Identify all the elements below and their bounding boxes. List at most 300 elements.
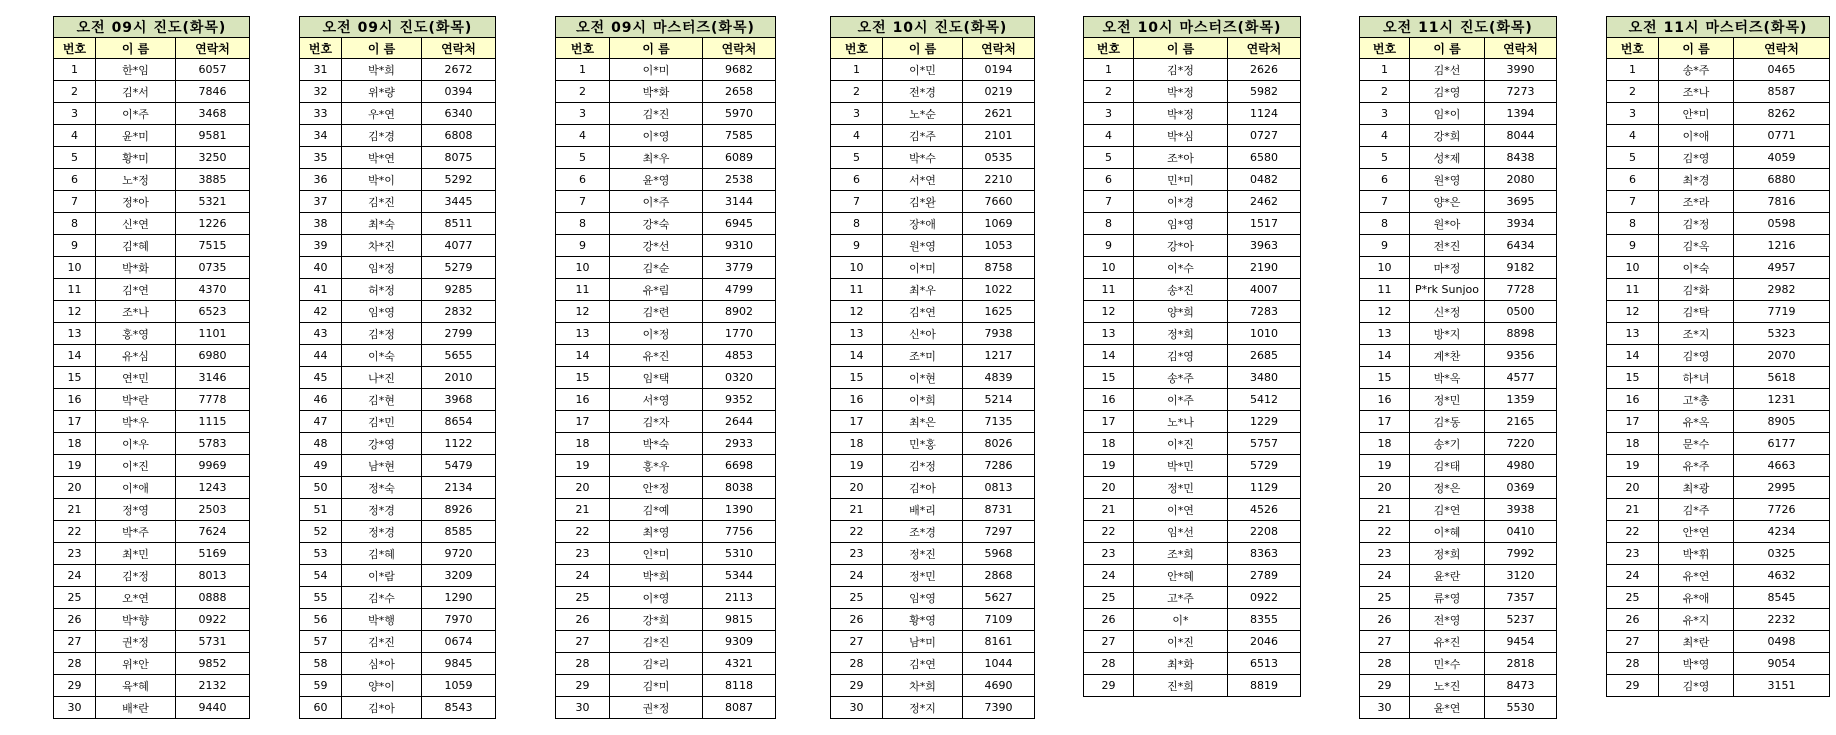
table-row <box>54 697 250 719</box>
row-number: 28 <box>556 653 610 675</box>
row-number: 25 <box>1607 587 1659 609</box>
row-number: 7 <box>556 191 610 213</box>
row-number: 18 <box>1607 433 1659 455</box>
contact-number: 5729 <box>1228 455 1301 477</box>
member-name: 임*영 <box>1134 213 1228 235</box>
row-number: 17 <box>556 411 610 433</box>
row-number: 12 <box>54 301 96 323</box>
member-name: 유*림 <box>610 279 703 301</box>
row-number: 30 <box>556 697 610 719</box>
contact-number: 4690 <box>963 675 1035 697</box>
contact-number: 0325 <box>1734 543 1830 565</box>
table-row <box>1084 609 1301 631</box>
member-name: 이*우 <box>96 433 176 455</box>
table-row <box>300 565 496 587</box>
member-name: 차*희 <box>883 675 963 697</box>
row-number: 14 <box>831 345 883 367</box>
table-row <box>1360 257 1557 279</box>
table-row <box>831 389 1035 411</box>
row-number: 9 <box>556 235 610 257</box>
contact-number: 8075 <box>422 147 496 169</box>
table-row <box>1607 301 1830 323</box>
member-name: 김*동 <box>1410 411 1485 433</box>
row-number: 1 <box>1084 59 1134 81</box>
member-name: 고*총 <box>1659 389 1734 411</box>
member-name: 문*수 <box>1659 433 1734 455</box>
row-number: 29 <box>556 675 610 697</box>
contact-number: 9182 <box>1485 257 1557 279</box>
member-name: 김*탁 <box>1659 301 1734 323</box>
contact-number: 6434 <box>1485 235 1557 257</box>
member-name: 윤*란 <box>1410 565 1485 587</box>
table-row <box>1084 631 1301 653</box>
column-header-number: 번호 <box>556 38 610 59</box>
contact-number: 3779 <box>703 257 776 279</box>
table-row <box>300 609 496 631</box>
row-number: 26 <box>556 609 610 631</box>
member-name: 김*예 <box>610 499 703 521</box>
row-number: 15 <box>1084 367 1134 389</box>
table-row <box>300 367 496 389</box>
member-name: 최*광 <box>1659 477 1734 499</box>
contact-number: 6513 <box>1228 653 1301 675</box>
table-row <box>1360 279 1557 301</box>
member-name: 이*현 <box>883 367 963 389</box>
table-row <box>300 675 496 697</box>
row-number: 28 <box>831 653 883 675</box>
member-name: 박*화 <box>610 81 703 103</box>
row-number: 24 <box>1607 565 1659 587</box>
contact-number: 7992 <box>1485 543 1557 565</box>
row-number: 2 <box>1360 81 1410 103</box>
member-name: 송*기 <box>1410 433 1485 455</box>
row-number: 23 <box>556 543 610 565</box>
contact-number: 8026 <box>963 433 1035 455</box>
row-number: 35 <box>300 147 342 169</box>
table-row <box>1360 609 1557 631</box>
table-title: 오전 09시 마스터즈(화목) <box>556 17 776 38</box>
table-row <box>556 169 776 191</box>
table-row <box>300 653 496 675</box>
contact-number: 6945 <box>703 213 776 235</box>
contact-number: 4077 <box>422 235 496 257</box>
contact-number: 7970 <box>422 609 496 631</box>
table-row <box>1607 213 1830 235</box>
row-number: 3 <box>556 103 610 125</box>
contact-number: 7135 <box>963 411 1035 433</box>
table-row <box>831 279 1035 301</box>
row-number: 43 <box>300 323 342 345</box>
row-number: 1 <box>1360 59 1410 81</box>
member-name: 조*지 <box>1659 323 1734 345</box>
member-name: 유*진 <box>610 345 703 367</box>
row-number: 17 <box>831 411 883 433</box>
table-row <box>1607 543 1830 565</box>
row-number: 11 <box>1607 279 1659 301</box>
contact-number: 1229 <box>1228 411 1301 433</box>
row-number: 19 <box>556 455 610 477</box>
table-row <box>1607 367 1830 389</box>
member-name: 김*주 <box>883 125 963 147</box>
row-number: 25 <box>54 587 96 609</box>
contact-number: 3146 <box>176 367 250 389</box>
contact-number: 8013 <box>176 565 250 587</box>
table-title: 오전 09시 진도(화목) <box>300 17 496 38</box>
table-row <box>831 521 1035 543</box>
contact-number: 5731 <box>176 631 250 653</box>
contact-number: 8262 <box>1734 103 1830 125</box>
member-name: 김*완 <box>883 191 963 213</box>
member-name: 박*민 <box>1134 455 1228 477</box>
contact-number: 7273 <box>1485 81 1557 103</box>
member-name: 정*민 <box>883 565 963 587</box>
member-name: 김*순 <box>610 257 703 279</box>
contact-number: 0535 <box>963 147 1035 169</box>
table-row <box>556 323 776 345</box>
member-name: 조*미 <box>883 345 963 367</box>
row-number: 17 <box>54 411 96 433</box>
contact-number: 2672 <box>422 59 496 81</box>
contact-number: 3968 <box>422 389 496 411</box>
contact-number: 8355 <box>1228 609 1301 631</box>
member-name: 조*희 <box>1134 543 1228 565</box>
table-row <box>1084 345 1301 367</box>
member-name: 전*영 <box>1410 609 1485 631</box>
table-row <box>556 609 776 631</box>
member-name: 한*임 <box>96 59 176 81</box>
contact-number: 3144 <box>703 191 776 213</box>
member-name: 최*숙 <box>342 213 422 235</box>
table-row <box>831 609 1035 631</box>
row-number: 13 <box>1084 323 1134 345</box>
row-number: 7 <box>54 191 96 213</box>
row-number: 13 <box>54 323 96 345</box>
contact-number: 5970 <box>703 103 776 125</box>
contact-number: 1044 <box>963 653 1035 675</box>
table-row <box>54 543 250 565</box>
table-row <box>1360 169 1557 191</box>
row-number: 5 <box>1084 147 1134 169</box>
member-name: 양*희 <box>1134 301 1228 323</box>
row-number: 3 <box>1607 103 1659 125</box>
roster-table-3 <box>555 16 776 719</box>
member-name: 정*숙 <box>342 477 422 499</box>
table-row <box>300 257 496 279</box>
table-row <box>556 125 776 147</box>
table-row <box>1360 301 1557 323</box>
table-row <box>831 433 1035 455</box>
member-name: 이*연 <box>1134 499 1228 521</box>
table-row <box>1084 103 1301 125</box>
contact-number: 3934 <box>1485 213 1557 235</box>
contact-number: 9682 <box>703 59 776 81</box>
member-name: 김*정 <box>1659 213 1734 235</box>
contact-number: 2132 <box>176 675 250 697</box>
table-row <box>300 213 496 235</box>
contact-number: 2644 <box>703 411 776 433</box>
row-number: 32 <box>300 81 342 103</box>
row-number: 27 <box>1607 631 1659 653</box>
column-header-number: 번호 <box>831 38 883 59</box>
table-row <box>831 587 1035 609</box>
member-name: 임*정 <box>342 257 422 279</box>
member-name: P*rk Sunjoo <box>1410 279 1485 301</box>
table-row <box>1607 675 1830 697</box>
member-name: 임*영 <box>342 301 422 323</box>
table-row <box>54 235 250 257</box>
table-title: 오전 09시 진도(화목) <box>54 17 250 38</box>
member-name: 이*영 <box>610 125 703 147</box>
row-number: 44 <box>300 345 342 367</box>
contact-number: 8819 <box>1228 675 1301 697</box>
row-number: 28 <box>1084 653 1134 675</box>
contact-number: 0735 <box>176 257 250 279</box>
table-row <box>1360 367 1557 389</box>
member-name: 노*순 <box>883 103 963 125</box>
contact-number: 2462 <box>1228 191 1301 213</box>
member-name: 원*영 <box>883 235 963 257</box>
table-row <box>831 455 1035 477</box>
table-row <box>300 235 496 257</box>
table-row <box>831 631 1035 653</box>
row-number: 14 <box>1360 345 1410 367</box>
table-row <box>300 169 496 191</box>
contact-number: 5618 <box>1734 367 1830 389</box>
row-number: 16 <box>1084 389 1134 411</box>
member-name: 이*정 <box>610 323 703 345</box>
contact-number: 5310 <box>703 543 776 565</box>
table-row <box>1084 499 1301 521</box>
contact-number: 3250 <box>176 147 250 169</box>
member-name: 이*미 <box>610 59 703 81</box>
table-row <box>1607 653 1830 675</box>
column-header-contact: 연락처 <box>176 38 250 59</box>
member-name: 위*량 <box>342 81 422 103</box>
member-name: 신*정 <box>1410 301 1485 323</box>
table-row <box>1084 389 1301 411</box>
row-number: 4 <box>831 125 883 147</box>
row-number: 11 <box>54 279 96 301</box>
contact-number: 6340 <box>422 103 496 125</box>
member-name: 황*영 <box>883 609 963 631</box>
table-row <box>1360 235 1557 257</box>
table-row <box>831 653 1035 675</box>
row-number: 41 <box>300 279 342 301</box>
table-row <box>1360 587 1557 609</box>
contact-number: 8926 <box>422 499 496 521</box>
member-name: 박*연 <box>342 147 422 169</box>
row-number: 6 <box>556 169 610 191</box>
table-row <box>1607 235 1830 257</box>
member-name: 이*주 <box>610 191 703 213</box>
contact-number: 0771 <box>1734 125 1830 147</box>
member-name: 정*경 <box>342 521 422 543</box>
contact-number: 8118 <box>703 675 776 697</box>
roster-table-2 <box>299 16 496 719</box>
table-row <box>556 367 776 389</box>
member-name: 강*영 <box>342 433 422 455</box>
row-number: 18 <box>1360 433 1410 455</box>
row-number: 21 <box>1607 499 1659 521</box>
member-name: 이*애 <box>96 477 176 499</box>
column-header-name: 이 름 <box>610 38 703 59</box>
table-row <box>831 565 1035 587</box>
table-row <box>1360 675 1557 697</box>
member-name: 정*영 <box>96 499 176 521</box>
row-number: 6 <box>1607 169 1659 191</box>
row-number: 12 <box>831 301 883 323</box>
row-number: 39 <box>300 235 342 257</box>
table-row <box>556 59 776 81</box>
contact-number: 4663 <box>1734 455 1830 477</box>
contact-number: 7283 <box>1228 301 1301 323</box>
table-row <box>1607 389 1830 411</box>
row-number: 23 <box>1360 543 1410 565</box>
row-number: 28 <box>1360 653 1410 675</box>
table-row <box>1607 147 1830 169</box>
contact-number: 5344 <box>703 565 776 587</box>
table-row <box>1607 411 1830 433</box>
table-row <box>54 433 250 455</box>
table-row <box>556 477 776 499</box>
table-row <box>831 59 1035 81</box>
contact-number: 7728 <box>1485 279 1557 301</box>
contact-number: 1226 <box>176 213 250 235</box>
member-name: 안*연 <box>1659 521 1734 543</box>
contact-number: 2080 <box>1485 169 1557 191</box>
contact-number: 1010 <box>1228 323 1301 345</box>
member-name: 김*정 <box>342 323 422 345</box>
contact-number: 0727 <box>1228 125 1301 147</box>
contact-number: 0498 <box>1734 631 1830 653</box>
member-name: 이*애 <box>1659 125 1734 147</box>
row-number: 23 <box>1084 543 1134 565</box>
member-name: 고*주 <box>1134 587 1228 609</box>
table-row <box>1360 345 1557 367</box>
row-number: 9 <box>1607 235 1659 257</box>
table-row <box>1084 59 1301 81</box>
contact-number: 0888 <box>176 587 250 609</box>
row-number: 17 <box>1084 411 1134 433</box>
member-name: 최*은 <box>883 411 963 433</box>
table-row <box>1607 191 1830 213</box>
contact-number: 9356 <box>1485 345 1557 367</box>
member-name: 마*정 <box>1410 257 1485 279</box>
member-name: 이*진 <box>1134 433 1228 455</box>
member-name: 김*경 <box>342 125 422 147</box>
member-name: 박*우 <box>96 411 176 433</box>
member-name: 박*주 <box>96 521 176 543</box>
row-number: 34 <box>300 125 342 147</box>
member-name: 유*주 <box>1659 455 1734 477</box>
contact-number: 5214 <box>963 389 1035 411</box>
contact-number: 8545 <box>1734 587 1830 609</box>
row-number: 28 <box>1607 653 1659 675</box>
table-row <box>300 697 496 719</box>
row-number: 8 <box>1360 213 1410 235</box>
table-row <box>54 521 250 543</box>
row-number: 10 <box>1360 257 1410 279</box>
member-name: 박*이 <box>342 169 422 191</box>
member-name: 김*영 <box>1659 675 1734 697</box>
contact-number: 9815 <box>703 609 776 631</box>
contact-number: 5757 <box>1228 433 1301 455</box>
table-row <box>1360 323 1557 345</box>
contact-number: 7109 <box>963 609 1035 631</box>
row-number: 27 <box>831 631 883 653</box>
table-row <box>556 279 776 301</box>
table-row <box>1607 103 1830 125</box>
member-name: 박*옥 <box>1410 367 1485 389</box>
contact-number: 3151 <box>1734 675 1830 697</box>
table-row <box>300 433 496 455</box>
table-row <box>54 565 250 587</box>
contact-number: 5321 <box>176 191 250 213</box>
table-row <box>300 59 496 81</box>
member-name: 정*민 <box>1134 477 1228 499</box>
row-number: 9 <box>1360 235 1410 257</box>
table-row <box>1084 543 1301 565</box>
member-name: 김*정 <box>96 565 176 587</box>
member-name: 김*리 <box>610 653 703 675</box>
contact-number: 8363 <box>1228 543 1301 565</box>
roster-table-4 <box>830 16 1035 719</box>
contact-number: 4799 <box>703 279 776 301</box>
contact-number: 2538 <box>703 169 776 191</box>
row-number: 29 <box>1084 675 1134 697</box>
contact-number: 0410 <box>1485 521 1557 543</box>
row-number: 2 <box>1084 81 1134 103</box>
table-row <box>1084 169 1301 191</box>
contact-number: 5323 <box>1734 323 1830 345</box>
row-number: 6 <box>54 169 96 191</box>
table-row <box>556 411 776 433</box>
row-number: 10 <box>1084 257 1134 279</box>
table-row <box>556 345 776 367</box>
member-name: 박*정 <box>1134 103 1228 125</box>
contact-number: 2113 <box>703 587 776 609</box>
table-row <box>831 235 1035 257</box>
contact-number: 1069 <box>963 213 1035 235</box>
member-name: 안*혜 <box>1134 565 1228 587</box>
member-name: 신*연 <box>96 213 176 235</box>
table-row <box>831 301 1035 323</box>
contact-number: 7719 <box>1734 301 1830 323</box>
contact-number: 2626 <box>1228 59 1301 81</box>
row-number: 20 <box>54 477 96 499</box>
contact-number: 7585 <box>703 125 776 147</box>
contact-number: 0922 <box>176 609 250 631</box>
member-name: 남*미 <box>883 631 963 653</box>
contact-number: 3963 <box>1228 235 1301 257</box>
row-number: 27 <box>556 631 610 653</box>
member-name: 김*영 <box>1410 81 1485 103</box>
table-row <box>1360 565 1557 587</box>
contact-number: 8902 <box>703 301 776 323</box>
row-number: 24 <box>54 565 96 587</box>
row-number: 11 <box>1084 279 1134 301</box>
table-row <box>831 257 1035 279</box>
contact-number: 3938 <box>1485 499 1557 521</box>
row-number: 17 <box>1360 411 1410 433</box>
column-header-contact: 연락처 <box>422 38 496 59</box>
row-number: 10 <box>556 257 610 279</box>
contact-number: 1517 <box>1228 213 1301 235</box>
member-name: 박*란 <box>96 389 176 411</box>
member-name: 이*주 <box>1134 389 1228 411</box>
table-row <box>1084 411 1301 433</box>
member-name: 진*희 <box>1134 675 1228 697</box>
